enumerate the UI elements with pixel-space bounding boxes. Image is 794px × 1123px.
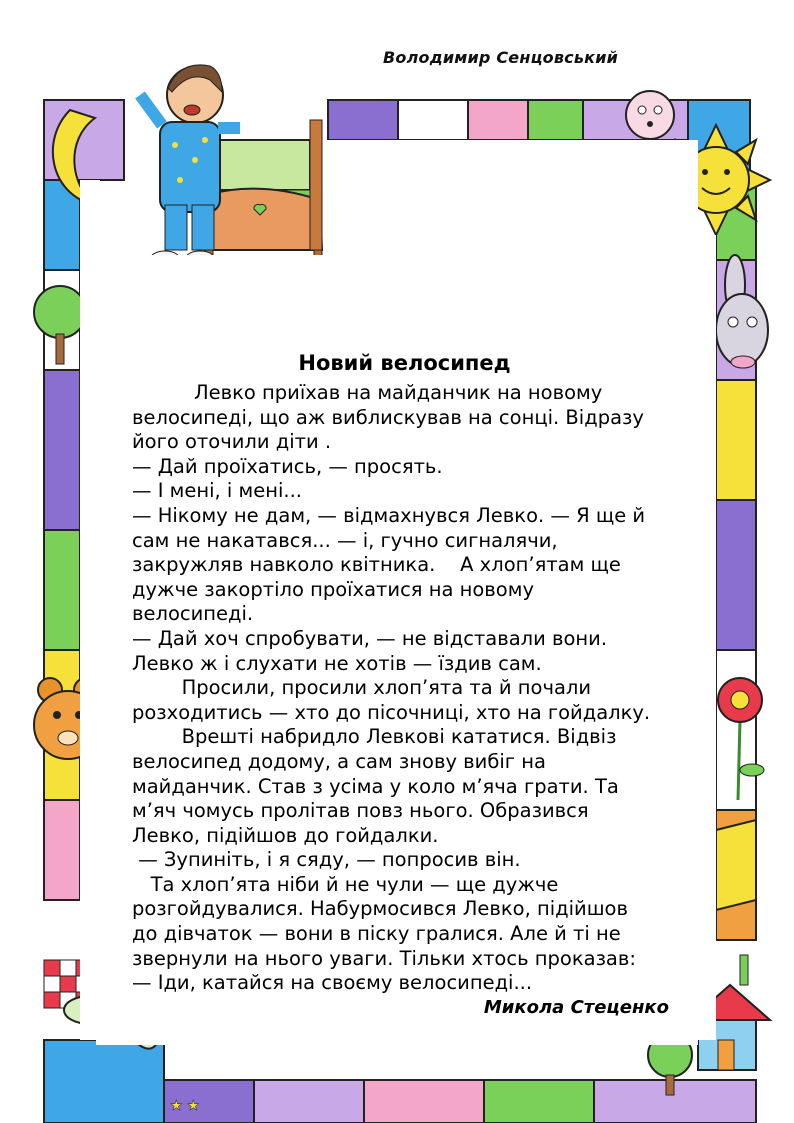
- story-line: велосипеді.: [132, 602, 254, 626]
- header-author: Володимир Сенцовський: [383, 48, 619, 67]
- story-line: — Дай хоч спробувати, — не відставали вони.: [132, 626, 608, 650]
- story-line: закружляв навколо квітника. А хлоп’ятам ще: [132, 553, 621, 577]
- story-line: до дівчаток — вони в піску гралися. Але й ті не: [132, 922, 621, 946]
- story-line: розходитись — хто до пісочниці, хто на гойдалку.: [132, 700, 651, 724]
- story-body: [132, 381, 697, 996]
- story-line: його оточили діти .: [132, 430, 332, 454]
- story-title: Новий велосипед: [298, 351, 511, 375]
- story-line: м’яч чомусь пролітав повз нього. Образився: [132, 799, 589, 823]
- story-line: розгойдувалися. Набурмосився Левко, підійшов: [132, 897, 628, 921]
- story-line: дужче закортіло проїхатися на новому: [132, 577, 534, 601]
- doll-face-icon: [626, 91, 674, 139]
- story-line: Та хлоп’ята ніби й не чули — ще дужче: [132, 872, 559, 896]
- story-line: велосипеді, що аж виблискував на сонці. Відразу: [132, 405, 644, 429]
- story-line: сам не накатався... — і, гучно сигналячи,: [132, 528, 558, 552]
- boy-waking-illustration: [140, 65, 322, 265]
- star-icon: ★ ★: [170, 1098, 200, 1114]
- story-line: — Нікому не дам, — відмахнувся Левко. — Я ще й: [132, 503, 646, 527]
- story: [132, 350, 697, 1020]
- story-line: Левко ж і слухати не хотів — їздив сам.: [132, 651, 542, 675]
- story-line: майданчик. Став з усіма у коло м’яча грати. Та: [132, 774, 619, 798]
- story-line: Левко приїхав на майданчик на новому: [132, 381, 603, 404]
- story-line: — Дай проїхатись, — просять.: [132, 454, 443, 478]
- cheese-icon: [716, 820, 756, 910]
- story-line: Врешті набридло Левкові кататися. Відвіз: [132, 725, 617, 749]
- story-line: звернули на нього уваги. Тільки хтось проказав:: [132, 946, 636, 970]
- story-line: — І мені, і мені...: [132, 479, 303, 503]
- story-line: велосипед додому, а сам знову вибіг на: [132, 749, 546, 773]
- story-line: Просили, просили хлоп’ята та й почали: [132, 676, 592, 700]
- story-line: — Зупиніть, і я сяду, — попросив він.: [132, 848, 521, 872]
- story-line: Левко, підійшов до гойдалки.: [132, 823, 439, 847]
- story-signature: Микола Стеценко: [483, 996, 669, 1018]
- story-line: — Іди, катайся на своєму велосипеді...: [132, 971, 533, 995]
